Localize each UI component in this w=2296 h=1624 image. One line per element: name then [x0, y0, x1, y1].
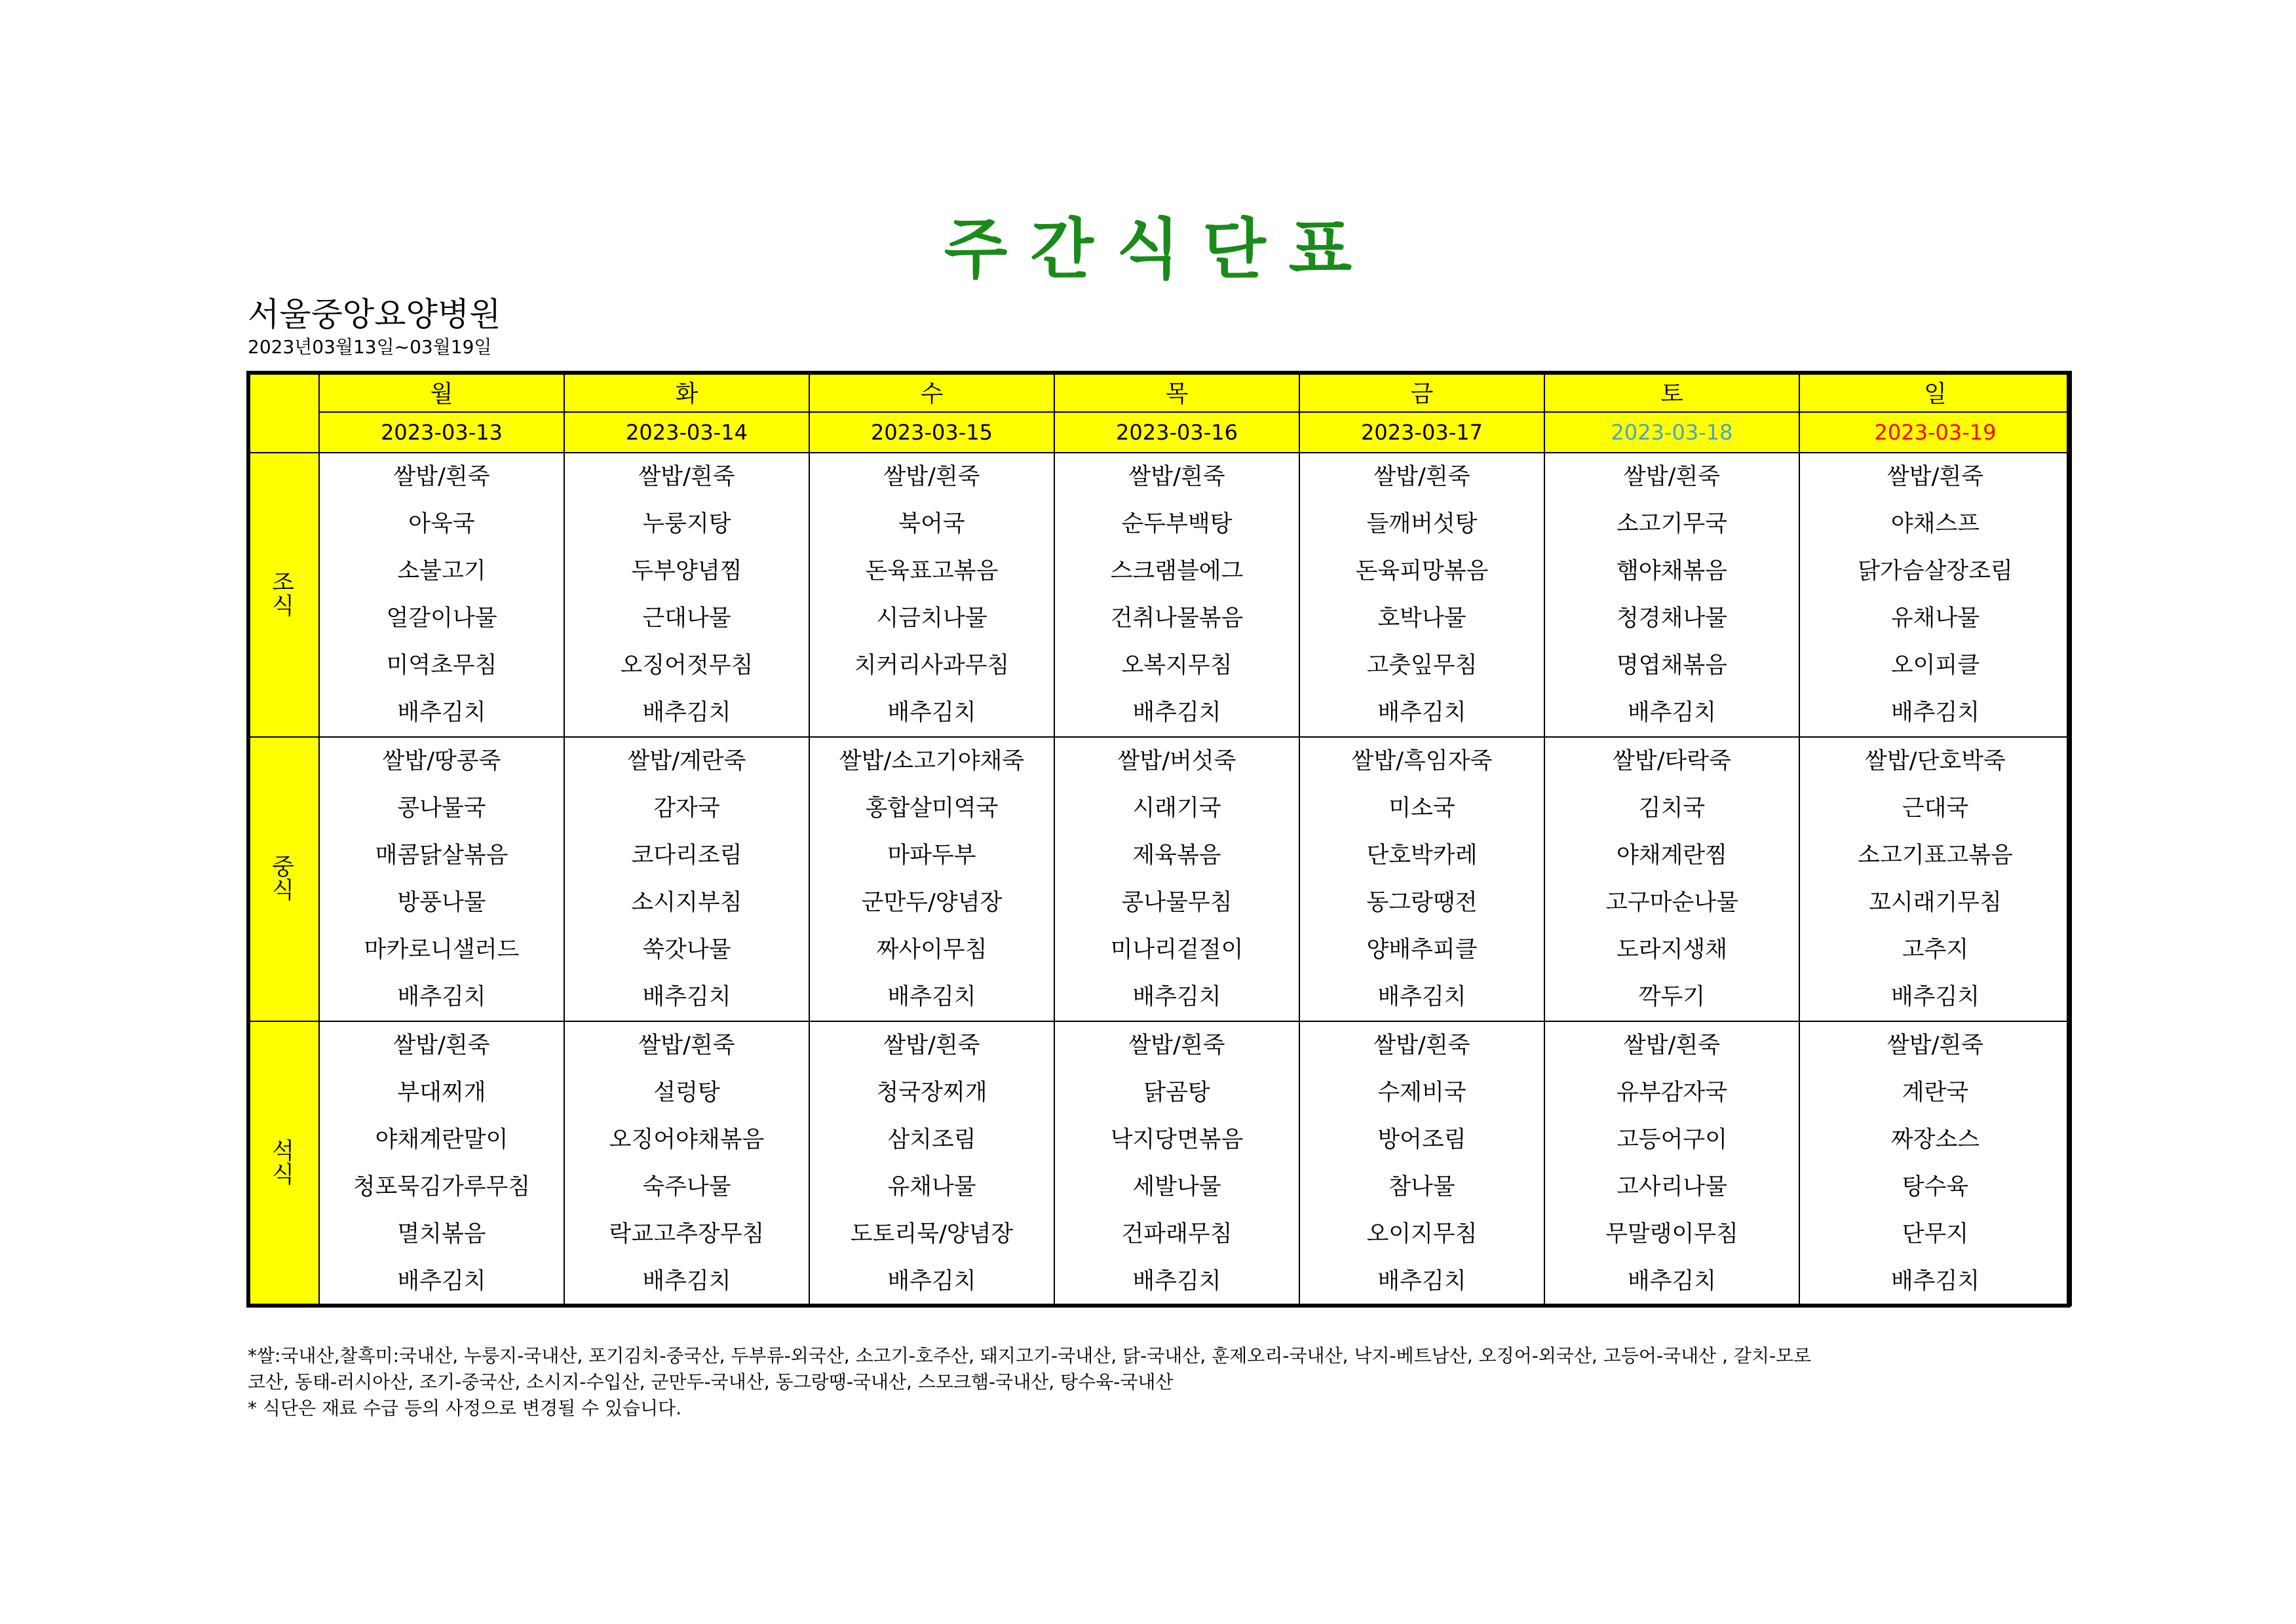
menu-item: 건파래무침: [1121, 1221, 1233, 1247]
menu-item: 쌀밥/흰죽: [1623, 1032, 1721, 1059]
menu-item: 배추김치: [397, 984, 486, 1010]
menu-item: 호박나물: [1377, 605, 1466, 632]
menu-item: 쌀밥/흰죽: [1373, 1032, 1470, 1059]
menu-item: 쌀밥/흰죽: [638, 464, 735, 490]
menu-item: 배추김치: [1132, 700, 1221, 726]
day-header: 토: [1544, 371, 1799, 412]
menu-item: 마카로니샐러드: [364, 937, 520, 963]
menu-item: 쌀밥/흰죽: [1623, 464, 1721, 490]
meal-label-text: 석 식: [272, 1139, 294, 1188]
menu-item: 매콤닭살볶음: [375, 842, 508, 869]
menu-item: 쌀밥/흰죽: [393, 1032, 490, 1059]
menu-item: 고춧잎무침: [1366, 652, 1478, 679]
menu-item: 배추김치: [1377, 700, 1466, 726]
menu-item: 쌀밥/흰죽: [1886, 464, 1984, 490]
meal-label: [247, 737, 319, 1021]
menu-item: 야채계란찜: [1616, 842, 1728, 869]
menu-item: 미역초무침: [386, 652, 497, 679]
menu-item: 단호박카레: [1366, 842, 1478, 869]
menu-item: 배추김치: [887, 1268, 976, 1294]
menu-cell: [564, 453, 809, 737]
menu-cell: [809, 453, 1054, 737]
menu-item: 배추김치: [1890, 700, 1980, 726]
menu-item: 마파두부: [887, 842, 976, 869]
menu-item: 쌀밥/흰죽: [883, 1032, 980, 1059]
menu-item: 탕수육: [1902, 1174, 1969, 1200]
menu-item: 배추김치: [1132, 984, 1221, 1010]
menu-item: 청국장찌개: [876, 1080, 987, 1106]
date-header: 2023-03-15: [809, 412, 1054, 453]
meal-label: [247, 453, 319, 737]
menu-item: 고사리나물: [1616, 1174, 1728, 1200]
menu-item: 소고기표고볶음: [1858, 842, 2013, 869]
menu-item: 무말랭이무침: [1605, 1221, 1738, 1247]
menu-item: 방어조림: [1377, 1127, 1466, 1153]
menu-item: 락교고추장무침: [609, 1221, 765, 1247]
menu-item: 배추김치: [642, 700, 731, 726]
page-title: 주 간 식 단 표: [944, 211, 1352, 288]
menu-item: 도라지생채: [1616, 937, 1728, 963]
date-header: 2023-03-14: [564, 412, 809, 453]
menu-item: 제육볶음: [1132, 842, 1221, 869]
menu-item: 쌀밥/흰죽: [393, 464, 490, 490]
meal-row: [247, 1021, 2071, 1306]
menu-item: 숙주나물: [642, 1174, 731, 1200]
change-notice: * 식단은 재료 수급 등의 사정으로 변경될 수 있습니다.: [248, 1397, 682, 1419]
menu-item: 배추김치: [1132, 1268, 1221, 1294]
menu-item: 단무지: [1902, 1221, 1969, 1247]
menu-item: 오징어젓무침: [620, 652, 754, 679]
menu-cell: [1299, 1021, 1544, 1306]
menu-cell: [809, 1021, 1054, 1306]
menu-item: 꼬시래기무침: [1869, 890, 2002, 916]
meal-label-text: 중 식: [272, 854, 294, 904]
menu-item: 닭곰탕: [1143, 1080, 1210, 1106]
menu-item: 배추김치: [1377, 984, 1466, 1010]
menu-item: 치커리사과무침: [854, 652, 1010, 679]
origin-note-line-1: *쌀:국내산,찰흑미:국내산, 누룽지-국내산, 포기김치-중국산, 두부류-외국산, 소고기-호주산, 돼지고기-국내산, 닭-국내산, 훈제오리-국내산, 낙지-베트남산, 오징어-외국산, 고등어-국내산 , 갈치-모로: [248, 1345, 1812, 1367]
menu-item: 미소국: [1388, 795, 1455, 821]
menu-item: 소불고기: [397, 558, 486, 584]
menu-item: 명엽채볶음: [1616, 652, 1728, 679]
menu-item: 소고기무국: [1616, 511, 1728, 537]
menu-item: 김치국: [1638, 795, 1706, 821]
menu-item: 쌀밥/흰죽: [638, 1032, 735, 1059]
menu-item: 쌀밥/흰죽: [1373, 464, 1470, 490]
menu-item: 쑥갓나물: [642, 937, 731, 963]
menu-item: 배추김치: [1377, 1268, 1466, 1294]
menu-item: 쌀밥/소고기야채죽: [839, 748, 1025, 774]
weekly-menu-table: [246, 371, 2072, 1306]
menu-item: 배추김치: [397, 700, 486, 726]
menu-cell: [319, 453, 564, 737]
day-header: 목: [1054, 371, 1299, 412]
date-header: 2023-03-19: [1799, 412, 2071, 453]
menu-cell: [1799, 453, 2071, 737]
meal-label: [247, 1021, 319, 1306]
menu-item: 계란국: [1902, 1080, 1969, 1106]
menu-item: 짜사이무침: [876, 937, 987, 963]
menu-item: 고등어구이: [1616, 1127, 1728, 1153]
day-header: 일: [1799, 371, 2071, 412]
menu-item: 쌀밥/계란죽: [627, 748, 746, 774]
menu-item: 햄야채볶음: [1616, 558, 1728, 584]
menu-cell: [1299, 453, 1544, 737]
menu-item: 청경채나물: [1616, 605, 1728, 632]
menu-item: 배추김치: [642, 984, 731, 1010]
menu-item: 북어국: [898, 511, 965, 537]
menu-item: 근대나물: [642, 605, 731, 632]
menu-cell: [1799, 737, 2071, 1021]
menu-item: 도토리묵/양념장: [850, 1221, 1014, 1247]
menu-cell: [1054, 1021, 1299, 1306]
menu-item: 감자국: [653, 795, 720, 821]
menu-item: 쌀밥/흰죽: [1128, 464, 1225, 490]
menu-item: 얼갈이나물: [386, 605, 497, 632]
day-header: 월: [319, 371, 564, 412]
menu-item: 군만두/양념장: [861, 890, 1003, 916]
menu-item: 홍합살미역국: [865, 795, 999, 821]
menu-item: 코다리조림: [631, 842, 742, 869]
menu-item: 부대찌개: [397, 1080, 486, 1106]
menu-item: 배추김치: [642, 1268, 731, 1294]
menu-period: 2023년03월13일~03월19일: [248, 336, 492, 358]
footnotes: [248, 1343, 2069, 1422]
menu-item: 쌀밥/타락죽: [1613, 748, 1731, 774]
menu-cell: [319, 737, 564, 1021]
menu-item: 고추지: [1902, 937, 1969, 963]
menu-item: 청포묵김가루무침: [353, 1174, 531, 1200]
menu-item: 콩나물국: [397, 795, 486, 821]
menu-item: 배추김치: [1890, 984, 1980, 1010]
menu-item: 미나리겉절이: [1110, 937, 1244, 963]
menu-item: 배추김치: [1627, 1268, 1717, 1294]
meal-label-text: 조 식: [272, 570, 294, 620]
menu-item: 유채나물: [1890, 605, 1980, 632]
menu-item: 배추김치: [1627, 700, 1717, 726]
menu-item: 시래기국: [1132, 795, 1221, 821]
menu-item: 시금치나물: [876, 605, 987, 632]
menu-item: 방풍나물: [397, 890, 486, 916]
menu-item: 쌀밥/땅콩죽: [382, 748, 501, 774]
menu-item: 멸치볶음: [397, 1221, 486, 1247]
menu-item: 콩나물무침: [1121, 890, 1233, 916]
hospital-name: 서울중앙요양병원: [248, 295, 501, 333]
menu-item: 닭가슴살장조림: [1858, 558, 2013, 584]
menu-item: 유부감자국: [1616, 1080, 1728, 1106]
menu-cell: [1299, 737, 1544, 1021]
menu-item: 수제비국: [1377, 1080, 1466, 1106]
menu-item: 설렁탕: [653, 1080, 720, 1106]
menu-item: 낙지당면볶음: [1110, 1127, 1244, 1153]
menu-cell: [1799, 1021, 2071, 1306]
menu-item: 쌀밥/흰죽: [1128, 1032, 1225, 1059]
menu-cell: [1544, 737, 1799, 1021]
menu-cell: [564, 737, 809, 1021]
menu-cell: [319, 1021, 564, 1306]
header-corner: [247, 371, 319, 453]
menu-item: 삼치조림: [887, 1127, 976, 1153]
menu-item: 두부양념찜: [631, 558, 742, 584]
menu-item: 쌀밥/단호박죽: [1865, 748, 2006, 774]
menu-cell: [1544, 453, 1799, 737]
day-header: 금: [1299, 371, 1544, 412]
menu-item: 짜장소스: [1890, 1127, 1980, 1153]
menu-item: 야채계란말이: [375, 1127, 508, 1153]
menu-item: 소시지부침: [631, 890, 742, 916]
menu-item: 아욱국: [408, 511, 475, 537]
menu-item: 돈육피망볶음: [1355, 558, 1489, 584]
menu-item: 야채스프: [1890, 511, 1980, 537]
menu-item: 들깨버섯탕: [1366, 511, 1478, 537]
menu-item: 참나물: [1388, 1174, 1455, 1200]
menu-cell: [809, 737, 1054, 1021]
menu-item: 양배추피클: [1366, 937, 1478, 963]
menu-item: 깍두기: [1638, 984, 1706, 1010]
menu-item: 오복지무침: [1121, 652, 1233, 679]
menu-item: 배추김치: [397, 1268, 486, 1294]
menu-item: 고구마순나물: [1605, 890, 1738, 916]
menu-item: 유채나물: [887, 1174, 976, 1200]
menu-item: 스크램블에그: [1110, 558, 1244, 584]
menu-item: 오이지무침: [1366, 1221, 1478, 1247]
menu-item: 배추김치: [887, 984, 976, 1010]
meal-row: [247, 737, 2071, 1021]
menu-item: 동그랑땡전: [1366, 890, 1478, 916]
origin-note-line-2: 코산, 동태-러시아산, 조기-중국산, 소시지-수입산, 군만두-국내산, 동그랑땡-국내산, 스모크햄-국내산, 탕수육-국내산: [248, 1371, 1174, 1393]
menu-cell: [1054, 453, 1299, 737]
date-header: 2023-03-17: [1299, 412, 1544, 453]
menu-item: 건취나물볶음: [1110, 605, 1244, 632]
menu-item: 세발나물: [1132, 1174, 1221, 1200]
menu-item: 돈육표고볶음: [865, 558, 999, 584]
date-header: 2023-03-16: [1054, 412, 1299, 453]
day-header: 수: [809, 371, 1054, 412]
menu-cell: [564, 1021, 809, 1306]
date-header: 2023-03-13: [319, 412, 564, 453]
menu-item: 쌀밥/흑임자죽: [1351, 748, 1493, 774]
menu-cell: [1054, 737, 1299, 1021]
menu-item: 오징어야채볶음: [609, 1127, 765, 1153]
menu-item: 쌀밥/흰죽: [1886, 1032, 1984, 1059]
menu-item: 누룽지탕: [642, 511, 731, 537]
menu-item: 쌀밥/흰죽: [883, 464, 980, 490]
menu-item: 근대국: [1902, 795, 1969, 821]
day-header: 화: [564, 371, 809, 412]
menu-item: 순두부백탕: [1121, 511, 1233, 537]
menu-item: 쌀밥/버섯죽: [1117, 748, 1236, 774]
meal-row: [247, 453, 2071, 737]
date-header: 2023-03-18: [1544, 412, 1799, 453]
menu-item: 배추김치: [1890, 1268, 1980, 1294]
menu-item: 오이피클: [1890, 652, 1980, 679]
menu-cell: [1544, 1021, 1799, 1306]
menu-item: 배추김치: [887, 700, 976, 726]
